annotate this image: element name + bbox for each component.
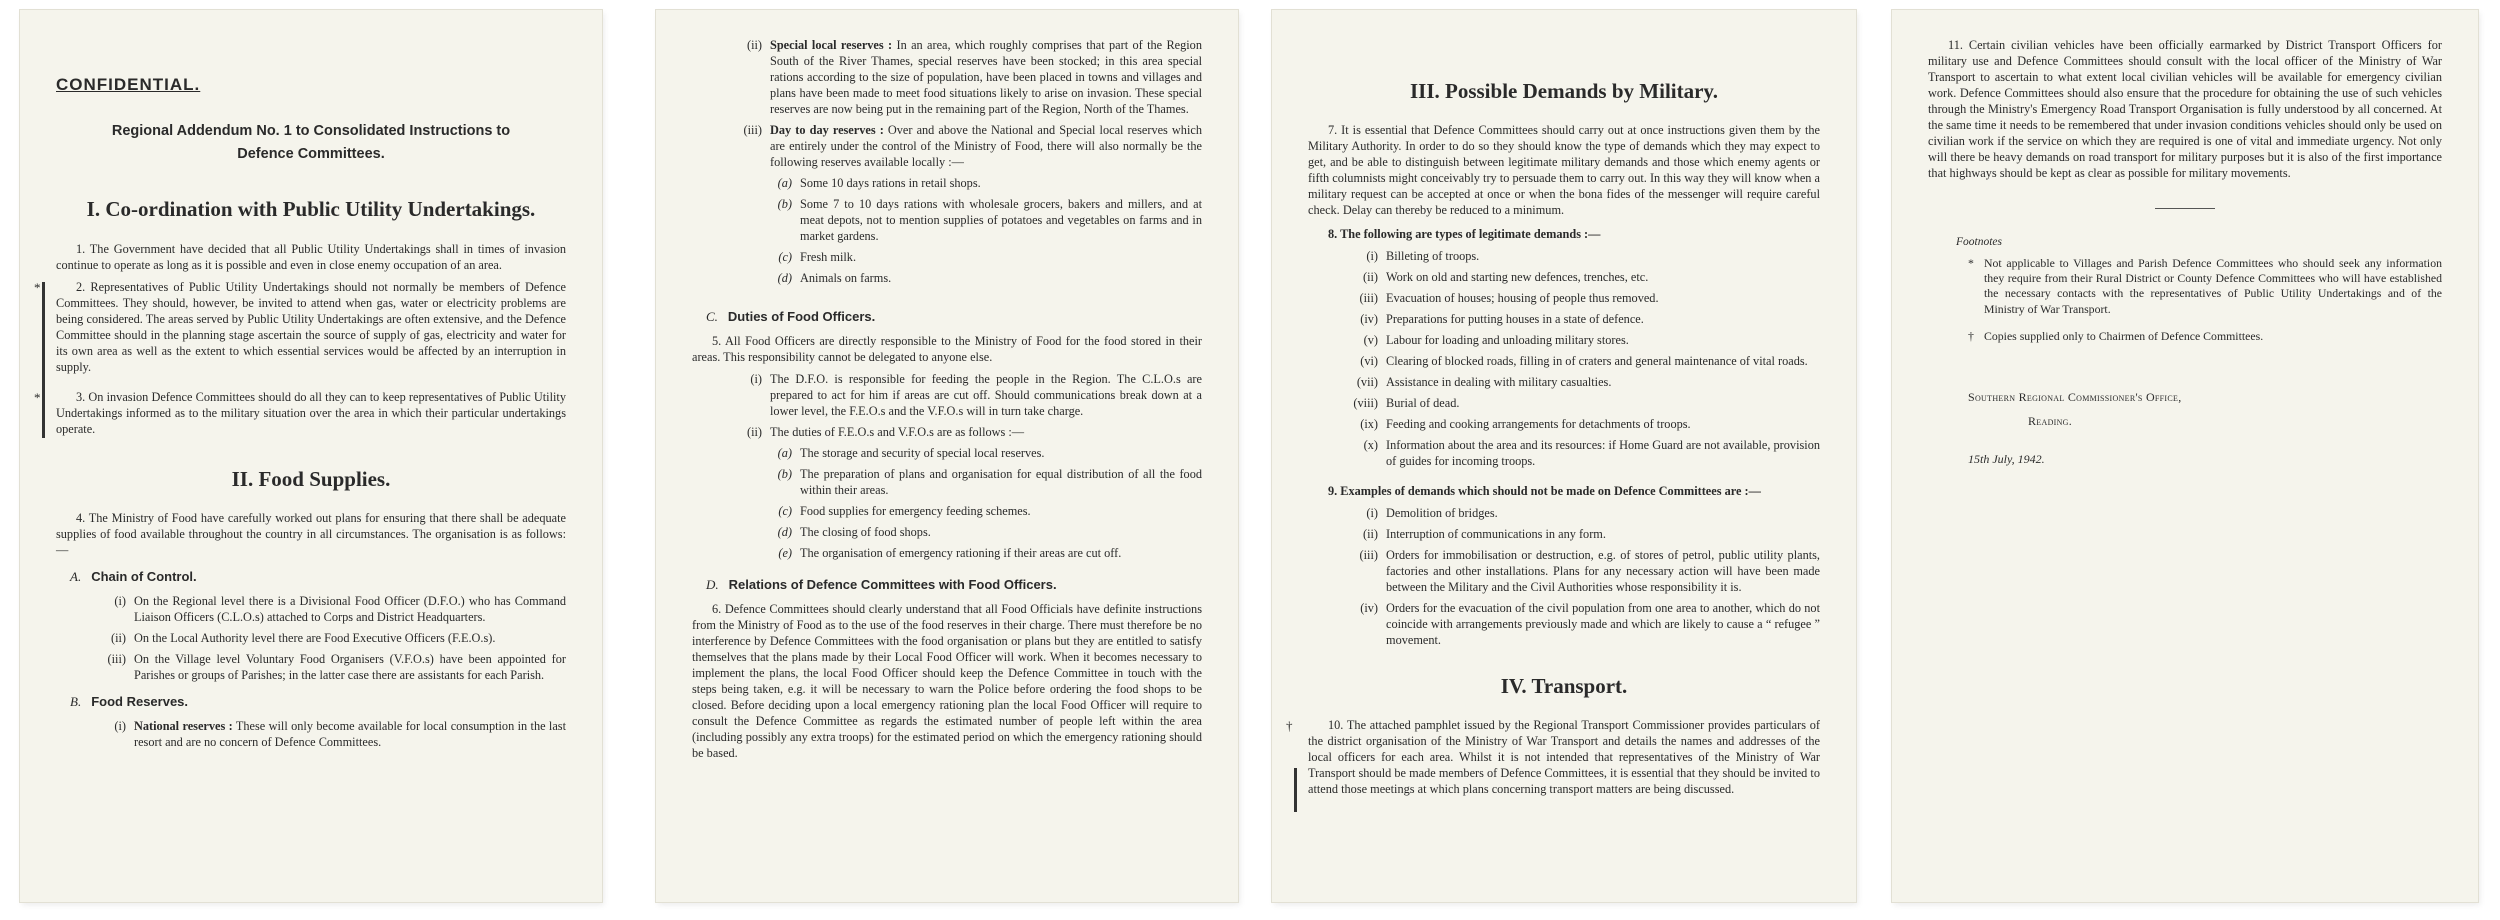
list-item: (a) Some 10 days rations in retail shops. bbox=[777, 175, 981, 190]
dagger-mark: † bbox=[1286, 718, 1293, 734]
footnote-1: * Not applicable to Villages and Parish Defence Committees who should seek any information they require from their Rural District or County Defence Committees who will have established the necessary contacts with the representatives of Public Utility Undertakings and of the Ministry of War Transport. bbox=[1968, 255, 2442, 316]
asterisk-mark: * bbox=[34, 389, 41, 405]
document-page-1 bbox=[20, 10, 602, 902]
paragraph-2-block bbox=[34, 279, 566, 376]
list-item: (a) The storage and security of special local reserves. bbox=[777, 445, 1045, 460]
paragraph-5: 5. All Food Officers are directly responsible to the Ministry of Food for the food stored in their areas. This responsibility cannot be delegated to anyone else. bbox=[692, 333, 1202, 364]
office-town: Reading. bbox=[2028, 414, 2073, 429]
document-page-2 bbox=[656, 10, 1238, 902]
divider bbox=[2155, 208, 2215, 209]
paragraph-7: 7. It is essential that Defence Committees should carry out at once instructions given them by the Military Authority. In order to do so they should know the type of demands which they may expect to get, and be able to distinguish between legitimate military demands and those which enemy agents or fifth columnists might conceivably try to persuade them to carry out. In this way they will know when a military request can be accepted at once or when the bona fides of the messenger will require careful check. Delay can thereby be reduced to a minimum. bbox=[1308, 123, 1820, 218]
subsection-c-heading: C. Duties of Food Officers. bbox=[706, 308, 876, 324]
margin-bar bbox=[42, 282, 45, 400]
section-1-heading: I. Co-ordination with Public Utility Undertakings. bbox=[86, 197, 536, 222]
list-item: (iii) On the Village level Voluntary Food Organisers (V.F.O.s) have been appointed for Parishes or groups of Parishes; in the latter case there are assistants for each Parish. bbox=[107, 651, 566, 682]
list-item: (ii) The duties of F.E.O.s and V.F.O.s are as follows :— bbox=[746, 424, 1025, 439]
margin-bar bbox=[1294, 768, 1297, 812]
confidential-marking: CONFIDENTIAL. bbox=[56, 75, 201, 94]
document-title-line-2: Defence Committees. bbox=[237, 146, 385, 163]
paragraph-2: 2. Representatives of Public Utility Undertakings should not normally be members of Defence Committees. They should, however, be invited to attend when gas, water or electricity problems are being considered. The areas served by Public Utility Undertakings are often extensive, and the Defence Committee should in the planning stage ascertain the source of supply of gas, electricity and water for its own area as well as the extent to which essential services would be affected by an interruption in supply. bbox=[56, 279, 566, 374]
paragraph-10-block bbox=[1286, 718, 1820, 798]
paragraph-8: 8. The following are types of legitimate demands :— bbox=[1328, 227, 1601, 242]
section-3-heading: III. Possible Demands by Military. bbox=[1409, 79, 1719, 103]
list-item: (iii) Day to day reserves : Over and above the National and Special local reserves which are entirely under the control of the Ministry of Food, there will also normally be the following reserves available locally :— bbox=[743, 122, 1202, 169]
list-item: (b) Some 7 to 10 days rations with wholesale grocers, bakers and millers, and at meat depots, not to mention supplies of potatoes and vegetables on farms and in market gardens. bbox=[777, 196, 1202, 243]
list-item: (ii) Special local reserves : In an area, which roughly comprises that part of the Region South of the River Thames, special reserves have been stocked; in this area special rations according to the size of population, have been placed in towns and villages and plans have been made to meet food situations likely to arise on invasion. These special reserves are now being put in the remaining part of the Region, North of the Thames. bbox=[746, 38, 1202, 116]
demands-not-to-be-made-list bbox=[1308, 506, 1820, 649]
list-item: (ii) Work on old and starting new defences, trenches, etc. bbox=[1362, 270, 1649, 285]
chain-of-control-list bbox=[56, 594, 566, 684]
margin-bar bbox=[42, 392, 45, 438]
section-4-heading: IV. Transport. bbox=[1500, 673, 1628, 698]
legitimate-demands-list bbox=[1308, 249, 1820, 470]
food-officer-duties-list bbox=[692, 446, 1202, 562]
list-item: (i) On the Regional level there is a Divisional Food Officer (D.F.O.) who has Command Liaison Officers (C.L.O.s) attached to Corps and District Headquarters. bbox=[114, 593, 566, 624]
list-item: (d) The closing of food shops. bbox=[777, 524, 931, 539]
list-item: (iii) Orders for immobilisation or destruction, e.g. of stores of petrol, public utility plants, factories and other installations. Plans for any necessary action will have been made between the Military and the Civil Authorities whose responsibility it is. bbox=[1359, 547, 1820, 594]
document-date: 15th July, 1942. bbox=[1968, 451, 2045, 466]
list-item: (x) Information about the area and its resources: if Home Guard are not available, provision of guides for incoming troops. bbox=[1363, 438, 1820, 469]
list-item: (i) Billeting of troops. bbox=[1366, 249, 1480, 264]
list-item: (vii) Assistance in dealing with military casualties. bbox=[1356, 375, 1612, 390]
asterisk-mark: * bbox=[34, 279, 41, 295]
paragraph-3: 3. On invasion Defence Committees should do all they can to keep representatives of Public Utility Undertakings informed as to the military situation over the area in which their particular undertakings operate. bbox=[56, 389, 566, 436]
list-item: (vi) Clearing of blocked roads, filling in of craters and general maintenance of vital roads. bbox=[1360, 354, 1808, 369]
list-item: (v) Labour for loading and unloading military stores. bbox=[1363, 333, 1629, 348]
asterisk-mark: * bbox=[1968, 255, 1974, 270]
list-item: (b) The preparation of plans and organisation for equal distribution of all the food within their areas. bbox=[777, 466, 1202, 497]
list-item: (ii) On the Local Authority level there are Food Executive Officers (F.E.O.s). bbox=[110, 630, 496, 645]
paragraph-1: 1. The Government have decided that all Public Utility Undertakings shall in times of invasion continue to operate as long as it is possible and even in close enemy occupation of an area. bbox=[56, 241, 566, 272]
list-item: (iv) Preparations for putting houses in a state of defence. bbox=[1360, 312, 1644, 327]
list-item: (iv) Orders for the evacuation of the civil population from one area to another, which do not coincide with arrangements previously made and which are likely to cause a “ refugee ” movement. bbox=[1360, 600, 1820, 647]
subsection-a-heading: A. Chain of Control. bbox=[70, 568, 197, 584]
list-item: (i) The D.F.O. is responsible for feeding the people in the Region. The C.L.O.s are prepared to act for him if areas are cut off. Should communications break down at a lower level, the F.E.O.s and the V.F.O.s will in turn take charge. bbox=[750, 371, 1202, 418]
paragraph-10: 10. The attached pamphlet issued by the Regional Transport Commissioner provides particulars of the district organisation of the Ministry of War Transport and details the names and addresses of the local officers for each area. Whilst it is not intended that representatives of the Ministry of War Transport should be made members of Defence Committees, it is essential that they should be invited to attend those meetings at which plans concerning transport matters are being discussed. bbox=[1308, 718, 1820, 797]
document-title-line-1: Regional Addendum No. 1 to Consolidated Instructions to bbox=[111, 123, 511, 140]
list-item: (c) Fresh milk. bbox=[778, 249, 857, 264]
list-item: (viii) Burial of dead. bbox=[1353, 396, 1460, 411]
list-item: (d) Animals on farms. bbox=[777, 270, 892, 285]
footnote-2: † Copies supplied only to Chairmen of Defence Committees. bbox=[1968, 329, 2264, 344]
paragraph-6: 6. Defence Committees should clearly understand that all Food Officials have definite instructions from the Ministry of Food as to the use of the food reserves in their charge. There must therefore be no interference by Defence Committees with the food organisation or plans but they are entitled to satisfy themselves that the plans made by their Local Food Officer will work. When it becomes necessary to implement the plans, the local Food Officer should keep the Defence Committee in touch with the steps being taken, e.g. it will be necessary to warn the Police before ordering the food shops to be closed. Before deciding upon a local emergency rationing plan the local Food Officer will require to consult the Defence Committee as regards the estimated number of people left within the area (including possibly any extra troops) for the estimated period on which the emergency rationing should be based. bbox=[692, 602, 1202, 761]
list-item: (iii) Evacuation of houses; housing of people thus removed. bbox=[1359, 291, 1659, 306]
list-item: (e) The organisation of emergency rationing if their areas are cut off. bbox=[778, 545, 1122, 560]
subsection-b-heading: B. Food Reserves. bbox=[70, 693, 189, 709]
footnotes-heading: Footnotes bbox=[1956, 235, 2002, 248]
list-item: (ii) Interruption of communications in any form. bbox=[1362, 526, 1606, 541]
document-page-3 bbox=[1272, 10, 1856, 902]
day-to-day-reserves-list bbox=[692, 176, 1202, 287]
list-item: (c) Food supplies for emergency feeding schemes. bbox=[778, 503, 1031, 518]
dagger-mark: † bbox=[1968, 329, 1974, 344]
signature-block bbox=[1968, 390, 2442, 467]
paragraph-11: 11. Certain civilian vehicles have been officially earmarked by District Transport Officers for military use and Defence Committees should consult with the local officer of the Ministry of War Transport to ascertain to what extent local civilian vehicles will be available for emergency civilian work. Defence Committees should also ensure that the procedure for obtaining the use of such vehicles through the Ministry's Emergency Road Transport Organisation is fully understood by all concerned. At the same time it needs to be remembered that under invasion conditions vehicles should only be used on civilian work if the service on which they are required is one of vital and immediate urgency. Not only will there be heavy demands on road transport for military purposes but it is also of the first importance that highways should be kept as clear as possible for military movements. bbox=[1928, 38, 2442, 180]
subsection-d-heading: D. Relations of Defence Committees with Food Officers. bbox=[706, 577, 1057, 593]
paragraph-4: 4. The Ministry of Food have carefully worked out plans for ensuring that there shall be adequate supplies of food available throughout the country in all circumstances. The organisation is as follows:— bbox=[56, 510, 566, 557]
document-page-4 bbox=[1892, 10, 2478, 902]
paragraph-3-block bbox=[34, 389, 566, 438]
list-item: (i) National reserves : These will only become available for local consumption in the last resort and are no concern of Defence Committees. bbox=[114, 718, 567, 749]
list-item: (i) Demolition of bridges. bbox=[1366, 506, 1498, 520]
paragraph-9: 9. Examples of demands which should not be made on Defence Committees are :— bbox=[1328, 484, 1761, 499]
section-2-heading: II. Food Supplies. bbox=[231, 466, 391, 491]
document-title bbox=[56, 120, 566, 166]
office-name: Southern Regional Commissioner's Office, bbox=[1968, 390, 2182, 405]
list-item: (ix) Feeding and cooking arrangements for detachments of troops. bbox=[1360, 417, 1691, 432]
